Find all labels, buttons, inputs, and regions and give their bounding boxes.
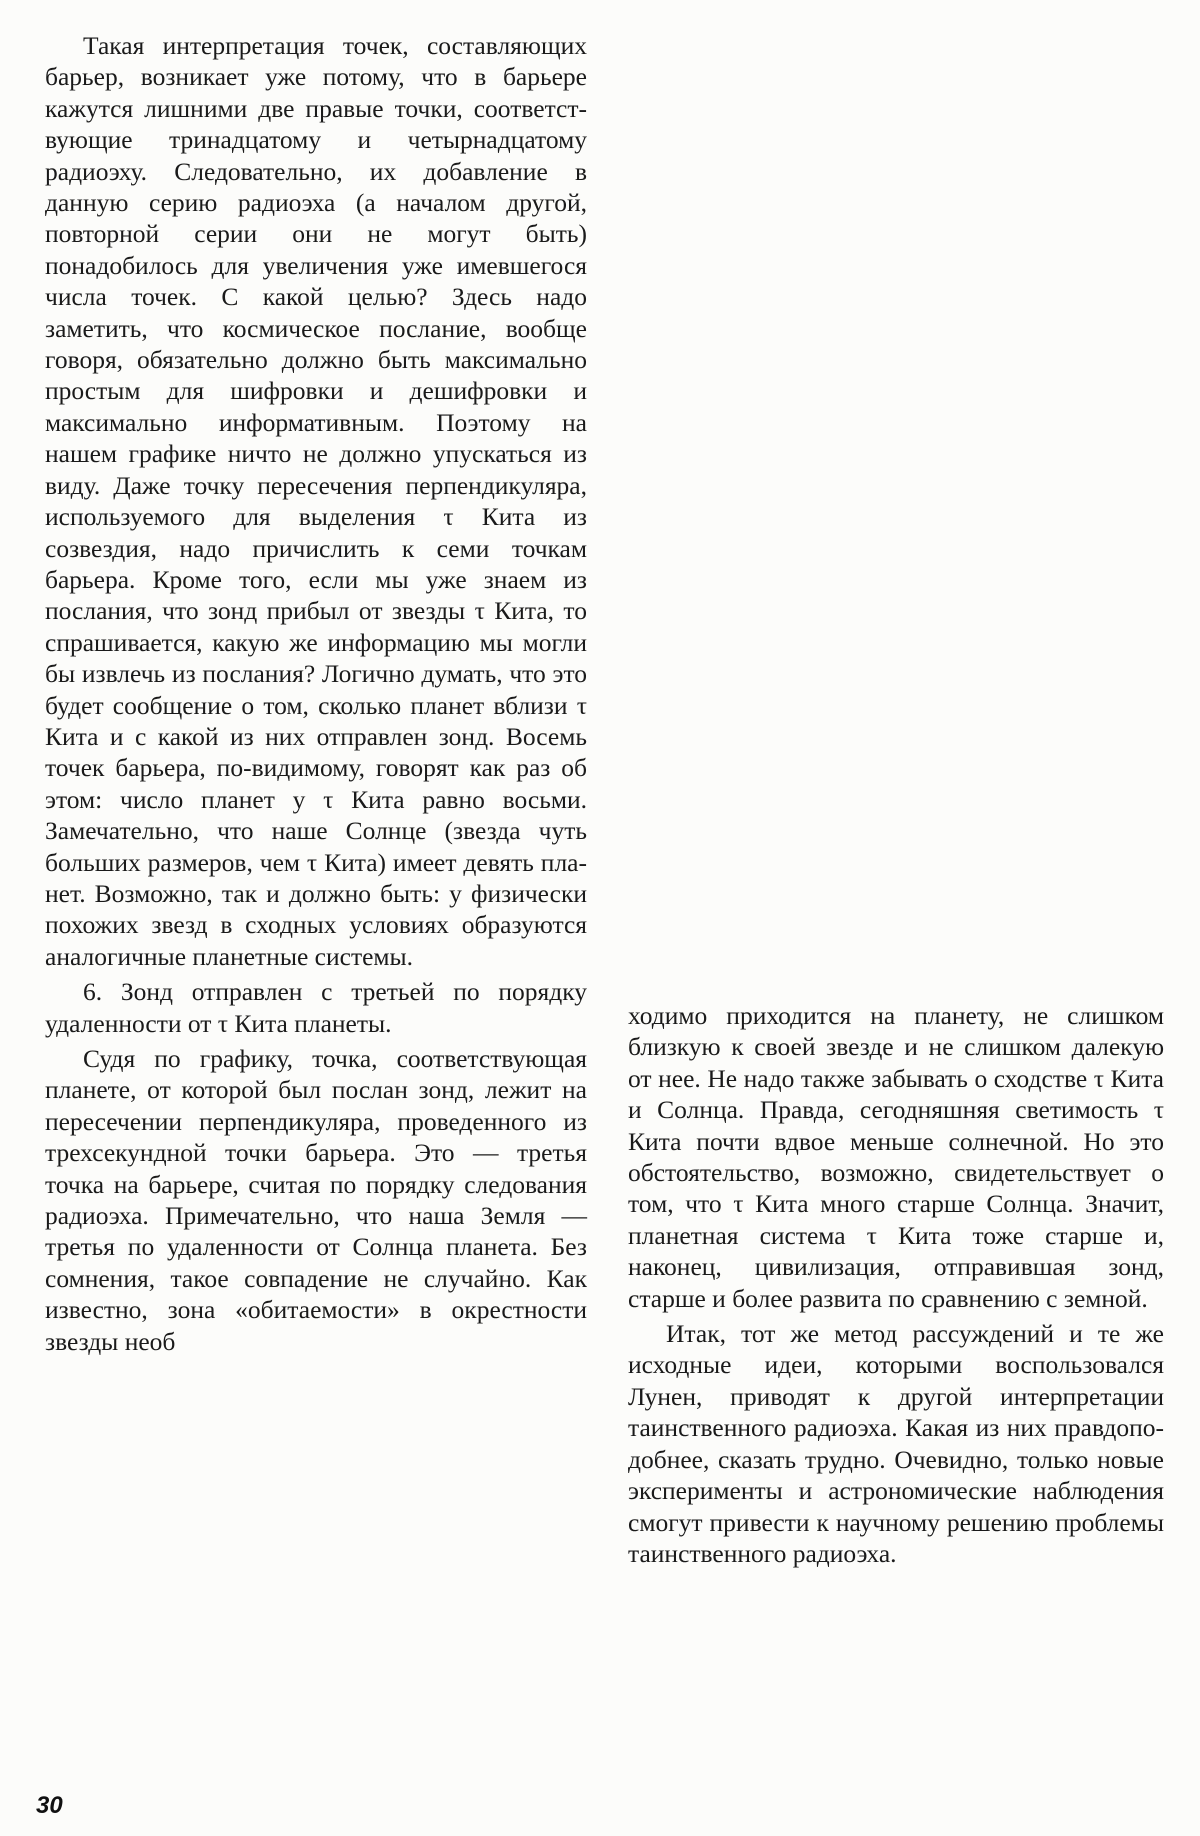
paragraph-graph-analysis: Судя по графику, точка, соответствующая планете, от которой был послан зонд, лежит на пересечении перпендикуляра, проведенного из трехсекундной точки барьера. Это — третья точка на барьере, считая по порядку следования радиоэха. Примечательно, что наша Земля — третья по удаленности от Солнца планета. Без сомнения, такое совпадение не случайно. Как известно, зона «обитаемости» в окрестности звезды необ — [45, 1044, 587, 1356]
paragraph-habitable-zone-continued: ходимо приходится на планету, не слишком близкую к своей звезде и не слишком далекую от нее. Не надо также забывать о сходстве τ Кита и Солнца. Правда, сегодняшняя светимость τ Кита почти вдвое меньше солнечной. Но это обстоятельство, возможно, свидетельствует о том, что τ Кита много старше Солнца. Значит, планетная система τ Кита тоже старше и, наконец, цивилизация, отправившая зонд, старше и более развита по сравнению с земной. — [628, 1001, 1164, 1313]
left-text-column — [45, 30, 587, 1361]
paragraph-conclusion: Итак, тот же метод рассуждений и те же исходные идеи, которыми воспользовался Лунен, приводят к другой интерпретации таинственного радиоэха. Какая из них правдоподобнее, сказать трудно. Очевидно, только новые эксперименты и астрономические наблюдения смогут привести к научному решению проблемы таинственного радиоэха. — [628, 1319, 1164, 1568]
paragraph-barrier-interpretation: Такая интерпретация точек, составляющих барьер, возникает уже потому, что в барьере кажутся лишними две правые точки, соответствующие тринадцатому и четырнадцатому радиоэху. Следовательно, их добавление в данную серию радиоэха (а началом другой, повторной серии они не могут быть) понадобилось для увеличения уже имевшегося числа точек. С какой целью? Здесь надо заметить, что космическое послание, вообще говоря, обязательно должно быть максимально простым для шифровки и дешифровки и максимально информативным. Поэтому на нашем графике ничто не должно упускаться из виду. Даже точку пересечения перпендикуляра, используемого для выделения τ Кита из созвездия, надо причислить к семи точкам барьера. Кроме того, если мы уже знаем из послания, что зонд прибыл от звезды τ Кита, то спрашивается, какую же информацию мы могли бы извлечь из послания? Логично думать, что это будет сообщение о том, сколько планет вблизи τ Кита и с какой из них отправлен зонд. Восемь точек барьера, по-видимому, говорят как раз об этом: число планет у τ Кита равно восьми. Замечательно, что наше Солнце (звезда чуть больших размеров, чем τ Кита) имеет девять планет. Возможно, так и должно быть: у физически похожих звезд в сходных условиях образуются аналогичные планетные системы. — [45, 31, 587, 971]
page-number: 30 — [36, 1792, 63, 1819]
paragraph-point-six: 6. Зонд отправлен с третьей по порядку удаленности от τ Кита планеты. — [45, 977, 587, 1038]
right-text-column — [628, 1000, 1164, 1573]
